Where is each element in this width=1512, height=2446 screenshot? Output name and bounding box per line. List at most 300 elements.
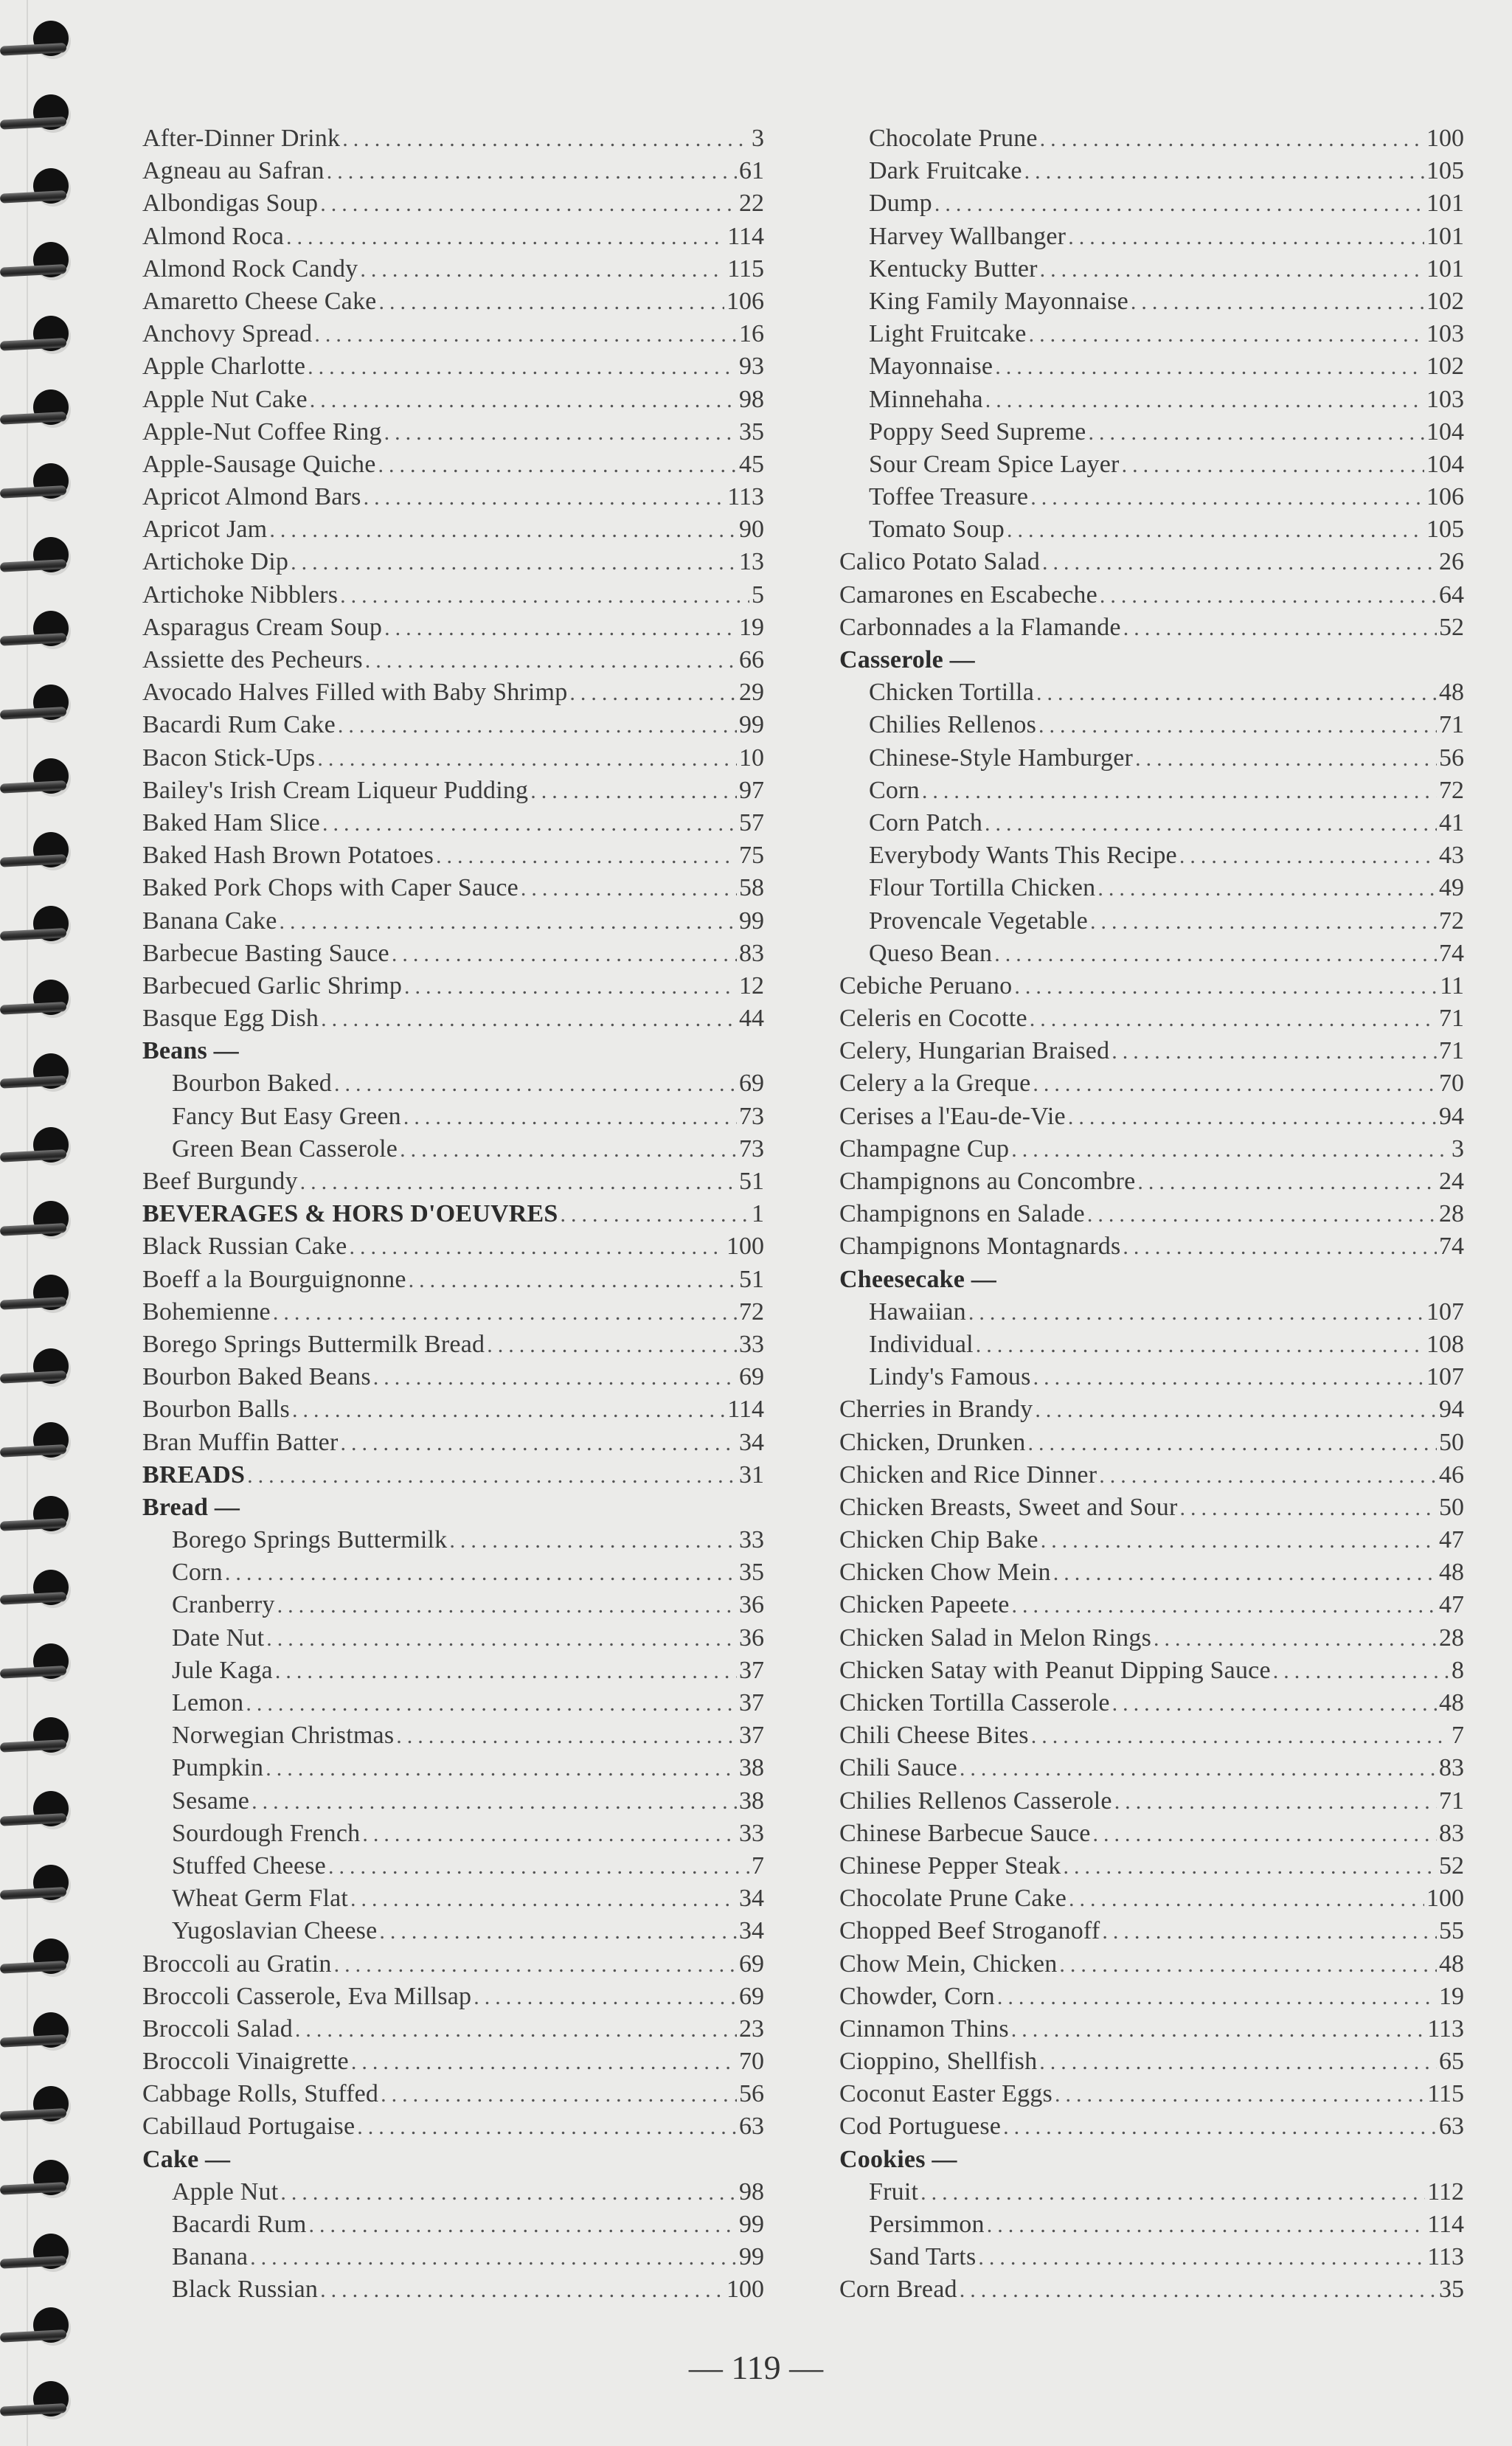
dot-leader — [1003, 2111, 1437, 2144]
dot-leader — [404, 971, 737, 1003]
dot-leader — [976, 1329, 1424, 1362]
dot-leader — [275, 1655, 737, 1688]
dot-leader — [373, 1362, 737, 1394]
entry-page-number: 52 — [1439, 613, 1464, 641]
dot-leader — [920, 2177, 1425, 2209]
dot-leader — [1114, 1786, 1437, 1818]
index-entry — [142, 187, 764, 220]
dot-leader — [320, 188, 737, 221]
index-entry — [839, 1818, 1464, 1850]
index-entry — [142, 1230, 764, 1263]
entry-page-number: 50 — [1439, 1428, 1464, 1456]
index-entry — [142, 1067, 764, 1100]
index-entry — [142, 1622, 764, 1655]
entry-page-number: 113 — [1427, 2014, 1464, 2043]
entry-label: Apple Nut — [172, 2178, 279, 2206]
index-entry — [142, 1393, 764, 1426]
index-entry — [142, 513, 764, 546]
dot-leader — [1102, 1916, 1437, 1948]
entry-page-number: 105 — [1426, 516, 1464, 544]
dot-leader — [1090, 906, 1437, 938]
dot-leader — [1112, 1036, 1437, 1068]
index-entry — [142, 1818, 764, 1850]
index-entry — [839, 1948, 1464, 1981]
entry-page-number: 22 — [739, 190, 764, 218]
dot-leader — [340, 580, 749, 612]
entry-label: Bran Muffin Batter — [142, 1428, 339, 1456]
entry-label: Sour Cream Spice Layer — [869, 450, 1120, 478]
entry-label: Borego Springs Buttermilk — [172, 1526, 448, 1554]
entry-label: Cheesecake — — [839, 1265, 996, 1293]
entry-page-number: 83 — [1439, 1754, 1464, 1782]
entry-label: Beef Burgundy — [142, 1168, 298, 1195]
index-entry — [839, 1133, 1464, 1165]
entry-page-number: 45 — [739, 450, 764, 478]
entry-label: Apricot Jam — [142, 516, 268, 544]
index-entry — [839, 775, 1464, 807]
index-column-left — [142, 122, 764, 2307]
index-entry — [142, 546, 764, 578]
entry-label: Boeff a la Bourguignonne — [142, 1265, 406, 1293]
index-entry — [839, 1035, 1464, 1067]
index-entry — [839, 448, 1464, 481]
entry-label: Sand Tarts — [869, 2243, 977, 2271]
index-entry — [839, 1719, 1464, 1752]
entry-page-number: 74 — [1439, 1233, 1464, 1261]
index-entry — [839, 513, 1464, 546]
index-entry — [142, 1133, 764, 1165]
entry-page-number: 16 — [739, 320, 764, 348]
entry-label: Yugoslavian Cheese — [172, 1917, 378, 1945]
entry-label: Cinnamon Thins — [839, 2014, 1009, 2043]
entry-page-number: 98 — [739, 385, 764, 413]
entry-label: Champignons en Salade — [839, 1200, 1085, 1228]
dot-leader — [327, 156, 737, 188]
dot-leader — [252, 1786, 737, 1818]
dot-leader — [1030, 482, 1424, 514]
entry-label: Agneau au Safran — [142, 157, 325, 185]
entry-label: Apple Charlotte — [142, 353, 306, 381]
entry-page-number: 71 — [1439, 1787, 1464, 1815]
entry-label: Apple-Nut Coffee Ring — [142, 418, 382, 446]
entry-page-number: 51 — [739, 1168, 764, 1195]
index-entry — [839, 579, 1464, 612]
dot-leader — [309, 2209, 737, 2242]
entry-page-number: 72 — [739, 1298, 764, 1326]
index-entry — [839, 1427, 1464, 1459]
dot-leader — [1011, 1134, 1449, 1166]
index-entry — [142, 2241, 764, 2273]
index-entry — [839, 1393, 1464, 1426]
index-entry — [142, 1427, 764, 1459]
dot-leader — [474, 1981, 737, 2014]
dot-leader — [1027, 1427, 1437, 1460]
entry-page-number: 33 — [739, 1819, 764, 1847]
entry-label: Bread — — [142, 1493, 240, 1521]
entry-page-number: 115 — [727, 254, 764, 283]
entry-label: Broccoli Vinaigrette — [142, 2048, 349, 2076]
entry-page-number: 102 — [1426, 353, 1464, 381]
index-entry — [839, 1882, 1464, 1915]
entry-label: Wheat Germ Flat — [172, 1885, 349, 1913]
index-entry — [142, 2208, 764, 2241]
index-entry — [142, 1328, 764, 1361]
entry-label: Sesame — [172, 1787, 250, 1815]
entry-label: Chow Mein, Chicken — [839, 1950, 1058, 1978]
index-entry — [142, 1589, 764, 1621]
entry-page-number: 35 — [739, 1559, 764, 1587]
dot-leader — [384, 417, 737, 449]
index-column-right — [839, 122, 1464, 2307]
entry-page-number: 106 — [1426, 483, 1464, 511]
entry-label: Flour Tortilla Chicken — [869, 874, 1096, 902]
entry-page-number: 99 — [739, 711, 764, 739]
index-entry — [142, 839, 764, 872]
entry-page-number: 94 — [1439, 1396, 1464, 1424]
entry-page-number: 26 — [1439, 548, 1464, 576]
index-entry — [142, 2176, 764, 2208]
dot-leader — [1033, 1068, 1437, 1101]
index-entry — [142, 905, 764, 938]
index-entry — [839, 2045, 1464, 2078]
entry-page-number: 63 — [1439, 2113, 1464, 2141]
dot-leader — [1122, 449, 1424, 482]
dot-leader — [1087, 1199, 1437, 1231]
entry-page-number: 48 — [1439, 1950, 1464, 1978]
entry-page-number: 83 — [1439, 1819, 1464, 1847]
entry-label: King Family Mayonnaise — [869, 287, 1128, 315]
entry-page-number: 24 — [1439, 1168, 1464, 1195]
index-entry — [839, 1230, 1464, 1263]
index-entry — [142, 807, 764, 839]
index-entry — [142, 481, 764, 513]
entry-page-number: 105 — [1426, 157, 1464, 185]
entry-page-number: 8 — [1452, 1656, 1464, 1684]
dot-leader — [436, 840, 737, 873]
dot-leader — [530, 775, 737, 808]
index-entry — [142, 775, 764, 807]
index-entry — [142, 2013, 764, 2045]
entry-label: Apple-Sausage Quiche — [142, 450, 376, 478]
entry-page-number: 72 — [1439, 776, 1464, 804]
dot-leader — [985, 808, 1437, 840]
entry-page-number: 113 — [1427, 2243, 1464, 2271]
dot-leader — [247, 1460, 737, 1492]
entry-label: Bailey's Irish Cream Liqueur Pudding — [142, 776, 529, 804]
entry-page-number: 43 — [1439, 842, 1464, 870]
index-entry — [142, 2045, 764, 2078]
index-entry — [839, 709, 1464, 741]
entry-page-number: 69 — [739, 1950, 764, 1978]
dot-leader — [1069, 1883, 1424, 1916]
dot-leader — [968, 1297, 1424, 1329]
entry-page-number: 66 — [739, 646, 764, 673]
dot-leader — [1137, 1166, 1437, 1199]
entry-page-number: 12 — [739, 971, 764, 999]
entry-label: Chili Cheese Bites — [839, 1722, 1029, 1750]
index-entry — [839, 1981, 1464, 2013]
entry-label: Artichoke Nibblers — [142, 581, 339, 609]
index-entry — [839, 2013, 1464, 2045]
dot-leader — [1038, 710, 1437, 742]
index-entry — [839, 2241, 1464, 2273]
entry-page-number: 35 — [1439, 2276, 1464, 2304]
dot-leader — [994, 938, 1437, 971]
dot-leader — [308, 351, 737, 384]
entry-label: Cherries in Brandy — [839, 1396, 1033, 1424]
index-entry — [142, 1165, 764, 1198]
entry-page-number: 64 — [1439, 581, 1464, 609]
dot-leader — [960, 2274, 1437, 2307]
entry-label: Coconut Easter Eggs — [839, 2080, 1052, 2108]
entry-page-number: 34 — [739, 1917, 764, 1945]
dot-leader — [317, 743, 737, 775]
dot-leader — [449, 1525, 737, 1557]
entry-label: Bacardi Rum — [172, 2211, 307, 2238]
dot-leader — [978, 2242, 1425, 2274]
entry-page-number: 113 — [727, 483, 764, 511]
index-entry — [142, 579, 764, 612]
index-category-header — [839, 644, 1464, 676]
dot-leader — [334, 1068, 737, 1101]
entry-page-number: 72 — [1439, 907, 1464, 935]
entry-label: Persimmon — [869, 2211, 985, 2238]
entry-page-number: 55 — [1439, 1917, 1464, 1945]
entry-label: Lemon — [172, 1689, 244, 1716]
index-entry — [839, 1622, 1464, 1655]
entry-page-number: 107 — [1426, 1363, 1464, 1391]
entry-page-number: 38 — [739, 1787, 764, 1815]
entry-label: Bourbon Baked — [172, 1070, 332, 1098]
dot-leader — [291, 547, 737, 579]
dot-leader — [995, 351, 1424, 384]
entry-page-number: 33 — [739, 1526, 764, 1554]
entry-label: Everybody Wants This Recipe — [869, 842, 1177, 870]
entry-label: Celeris en Cocotte — [839, 1005, 1027, 1033]
index-entry — [839, 1655, 1464, 1687]
index-entry — [142, 318, 764, 350]
dot-leader — [362, 1818, 737, 1851]
dot-leader — [934, 188, 1424, 221]
index-entry — [142, 253, 764, 285]
dot-leader — [400, 1134, 737, 1166]
index-entry — [142, 1687, 764, 1719]
entry-label: Sourdough French — [172, 1819, 361, 1847]
entry-page-number: 63 — [739, 2113, 764, 2141]
index-entry — [839, 1002, 1464, 1035]
entry-page-number: 108 — [1426, 1330, 1464, 1358]
entry-label: Poppy Seed Supreme — [869, 418, 1086, 446]
index-entry — [839, 1491, 1464, 1524]
dot-leader — [997, 1981, 1437, 2014]
index-entry — [839, 938, 1464, 970]
index-entry — [142, 1785, 764, 1818]
dot-leader — [322, 808, 737, 840]
entry-label: Cerises a l'Eau-de-Vie — [839, 1102, 1066, 1130]
index-entry — [142, 742, 764, 775]
index-entry — [839, 318, 1464, 350]
entry-page-number: 48 — [1439, 1559, 1464, 1587]
dot-leader — [1068, 1101, 1437, 1134]
dot-leader — [1042, 547, 1437, 579]
entry-label: Apple Nut Cake — [142, 385, 308, 413]
index-entry — [142, 1981, 764, 2013]
entry-page-number: 70 — [1439, 1070, 1464, 1098]
dot-leader — [320, 2274, 724, 2307]
dot-leader — [1135, 743, 1437, 775]
index-entry — [839, 1198, 1464, 1230]
index-entry — [839, 970, 1464, 1002]
dot-leader — [286, 221, 725, 254]
entry-label: Casserole — — [839, 646, 975, 673]
index-entry — [839, 384, 1464, 416]
dot-leader — [922, 775, 1437, 808]
entry-label: Banana — [172, 2243, 249, 2271]
entry-page-number: 58 — [739, 874, 764, 902]
dot-leader — [409, 1264, 737, 1297]
dot-leader — [1039, 2046, 1437, 2079]
dot-leader — [1092, 1818, 1437, 1851]
index-entry — [839, 1328, 1464, 1361]
entry-label: Albondigas Soup — [142, 190, 319, 218]
dot-leader — [569, 677, 737, 710]
dot-leader — [364, 482, 726, 514]
dot-leader — [328, 1851, 749, 1883]
entry-page-number: 100 — [726, 1233, 764, 1261]
index-entry — [839, 839, 1464, 872]
index-entry — [142, 1296, 764, 1328]
entry-page-number: 7 — [1452, 1722, 1464, 1750]
dot-leader — [1097, 873, 1437, 905]
entry-label: Corn — [869, 776, 920, 804]
index-entry — [839, 221, 1464, 253]
dot-leader — [403, 1101, 737, 1134]
entry-label: Anchovy Spread — [142, 320, 313, 348]
dot-leader — [1088, 417, 1424, 449]
dot-leader — [321, 1003, 737, 1036]
entry-label: Amaretto Cheese Cake — [142, 287, 377, 315]
index-entry — [839, 1101, 1464, 1133]
entry-page-number: 74 — [1439, 939, 1464, 967]
entry-page-number: 7 — [752, 1851, 764, 1879]
dot-leader — [1064, 1851, 1438, 1883]
index-entry — [839, 2110, 1464, 2143]
dot-leader — [334, 1949, 737, 1981]
entry-label: Corn — [172, 1559, 223, 1587]
entry-label: Cod Portuguese — [839, 2113, 1002, 2141]
entry-page-number: 101 — [1426, 190, 1464, 218]
entry-label: Norwegian Christmas — [172, 1722, 395, 1750]
index-entry — [839, 612, 1464, 644]
entry-page-number: 44 — [739, 1005, 764, 1033]
index-entry — [839, 905, 1464, 938]
entry-label: Cioppino, Shellfish — [839, 2048, 1038, 2076]
index-entry — [142, 221, 764, 253]
entry-label: Barbecued Garlic Shrimp — [142, 971, 403, 999]
dot-leader — [350, 1883, 737, 1916]
dot-leader — [1112, 1688, 1437, 1720]
entry-label: Chinese Barbecue Sauce — [839, 1819, 1091, 1847]
entry-label: Harvey Wallbanger — [869, 222, 1067, 250]
index-entry — [142, 1101, 764, 1133]
entry-page-number: 90 — [739, 516, 764, 544]
dot-leader — [1131, 286, 1424, 319]
index-entry — [839, 1785, 1464, 1818]
entry-label: Baked Pork Chops with Caper Sauce — [142, 874, 519, 902]
entry-label: Bacardi Rum Cake — [142, 711, 336, 739]
dot-leader — [300, 1166, 737, 1199]
entry-label: Chicken Salad in Melon Rings — [839, 1624, 1152, 1652]
entry-page-number: 114 — [727, 222, 764, 250]
entry-page-number: 99 — [739, 2211, 764, 2238]
entry-label: Individual — [869, 1330, 974, 1358]
entry-page-number: 36 — [739, 1624, 764, 1652]
entry-page-number: 69 — [739, 1363, 764, 1391]
entry-page-number: 104 — [1426, 450, 1464, 478]
dot-leader — [1029, 319, 1424, 351]
entry-label: Almond Rock Candy — [142, 254, 358, 283]
dot-leader — [378, 449, 737, 482]
entry-page-number: 28 — [1439, 1624, 1464, 1652]
dot-leader — [378, 286, 724, 319]
dot-leader — [1030, 1003, 1437, 1036]
dot-leader — [250, 2242, 737, 2274]
entry-label: Chicken Papeete — [839, 1591, 1010, 1619]
index-entry — [839, 1915, 1464, 1947]
dot-leader — [396, 1720, 737, 1753]
dot-leader — [1123, 612, 1437, 645]
dot-leader — [1123, 1231, 1437, 1264]
index-entry — [142, 1719, 764, 1752]
dot-leader — [1179, 840, 1437, 873]
entry-page-number: 34 — [739, 1885, 764, 1913]
entry-label: Chinese-Style Hamburger — [869, 744, 1134, 772]
entry-page-number: 51 — [739, 1265, 764, 1293]
entry-label: Bourbon Balls — [142, 1396, 290, 1424]
entry-page-number: 106 — [726, 287, 764, 315]
entry-label: Chicken Tortilla — [869, 679, 1034, 707]
dot-leader — [381, 2079, 737, 2111]
index-entry — [142, 1002, 764, 1035]
index-entry — [839, 1296, 1464, 1328]
entry-label: Cabillaud Portugaise — [142, 2113, 356, 2141]
entry-label: Jule Kaga — [172, 1656, 273, 1684]
entry-page-number: 94 — [1439, 1102, 1464, 1130]
entry-page-number: 103 — [1426, 385, 1464, 413]
entry-label: Tomato Soup — [869, 516, 1005, 544]
entry-label: Cranberry — [172, 1591, 275, 1619]
index-entry — [142, 938, 764, 970]
dot-leader — [1036, 677, 1437, 710]
dot-leader — [269, 514, 737, 547]
entry-page-number: 69 — [739, 1070, 764, 1098]
index-entry — [839, 1165, 1464, 1198]
entry-label: Mayonnaise — [869, 353, 993, 381]
entry-label: BREADS — [142, 1461, 246, 1489]
entry-page-number: 28 — [1439, 1200, 1464, 1228]
index-entry — [142, 122, 764, 155]
index-entry — [142, 970, 764, 1002]
entry-label: Black Russian — [172, 2276, 319, 2304]
dot-leader — [384, 612, 737, 645]
dot-leader — [1035, 1394, 1437, 1427]
dot-leader — [280, 906, 737, 938]
entry-label: Cabbage Rolls, Stuffed — [142, 2080, 379, 2108]
index-entry — [839, 285, 1464, 318]
index-entry — [142, 1915, 764, 1947]
entry-label: Banana Cake — [142, 907, 277, 935]
index-category-header — [142, 1035, 764, 1067]
